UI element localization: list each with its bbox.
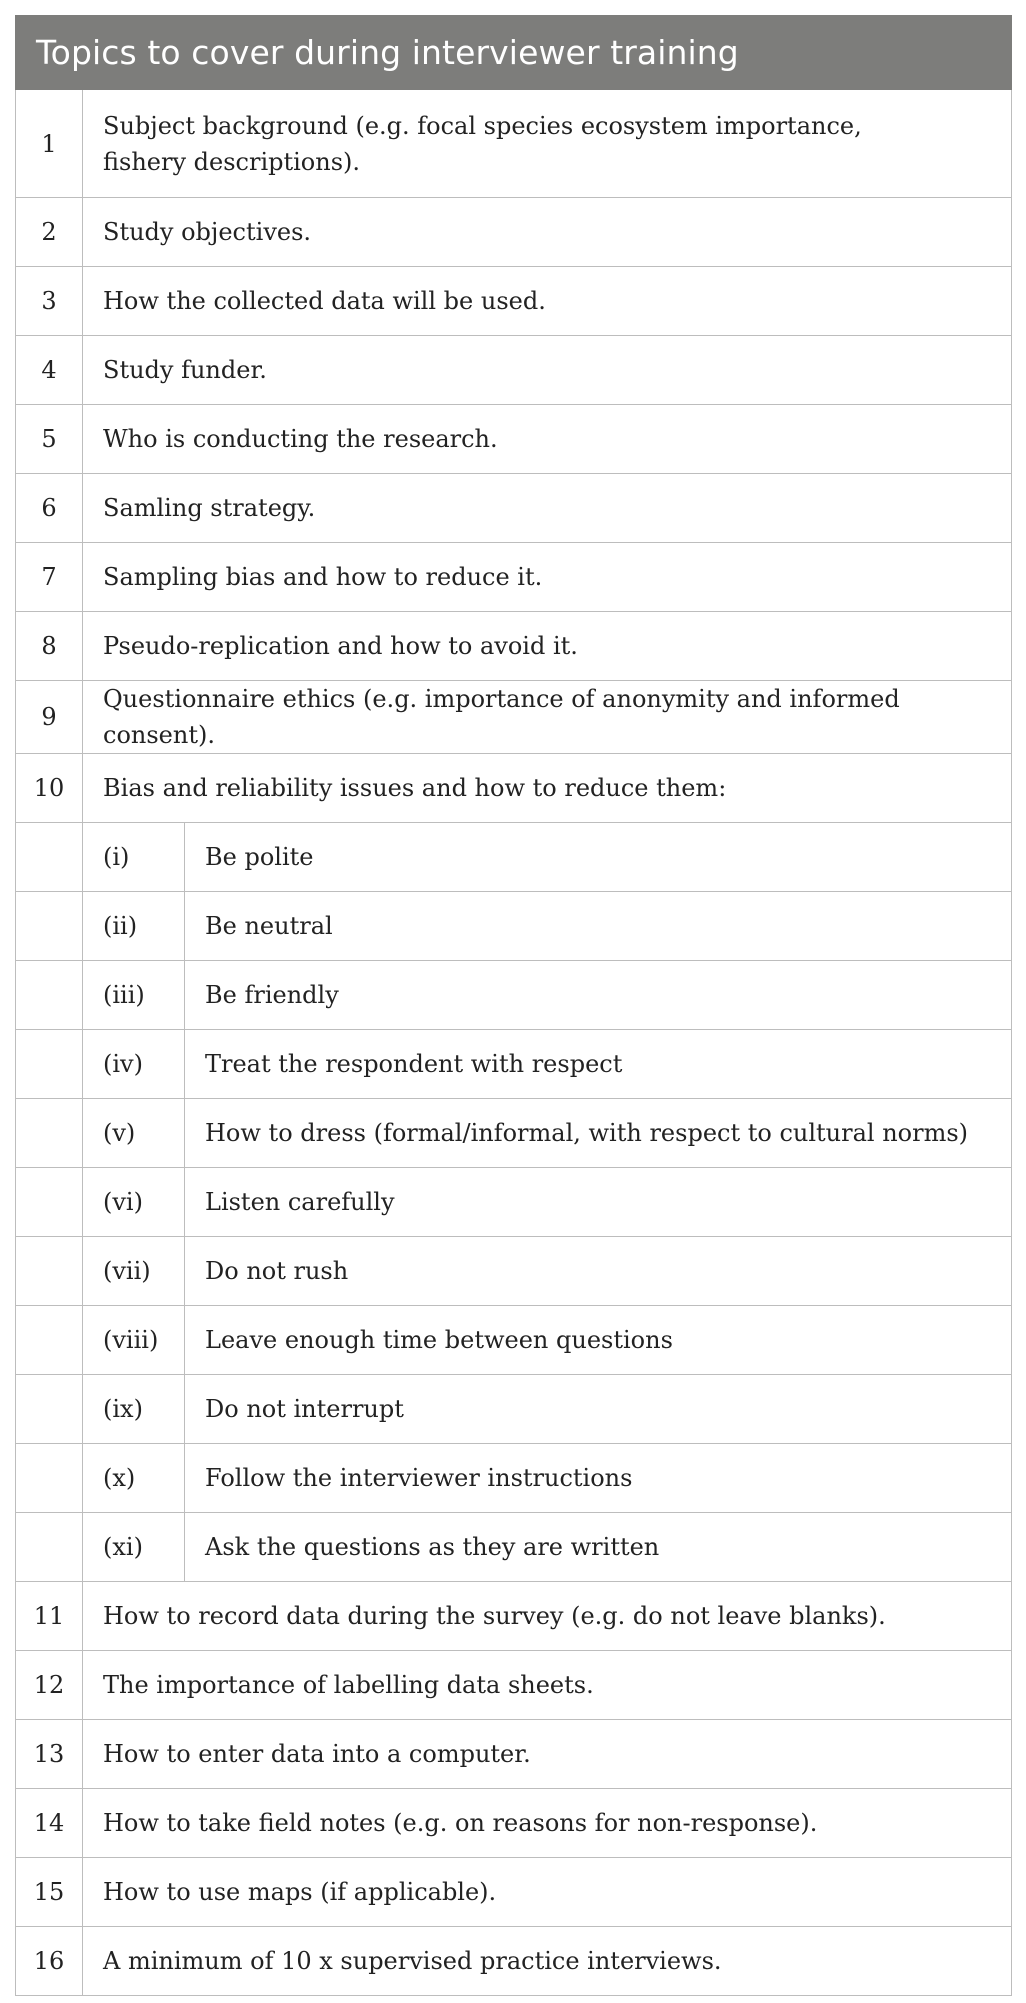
- row-text: How to enter data into a computer.: [83, 1720, 1012, 1789]
- row-number: 16: [16, 1927, 83, 1996]
- sub-item-text: Listen carefully: [185, 1168, 1012, 1237]
- topics-table-container: [15, 15, 1011, 1996]
- sub-item-label: (iii): [83, 961, 185, 1030]
- sub-item-text: Be friendly: [185, 961, 1012, 1030]
- sub-item-text: Be neutral: [185, 892, 1012, 961]
- table-row: [16, 1720, 1012, 1789]
- table-row: [16, 1582, 1012, 1651]
- row-number: 15: [16, 1858, 83, 1927]
- table-row: [16, 1858, 1012, 1927]
- row-text: A minimum of 10 x supervised practice interviews.: [83, 1927, 1012, 1996]
- row-number: 4: [16, 336, 83, 405]
- table-title-row: [16, 16, 1012, 90]
- empty-cell: [16, 823, 83, 892]
- empty-cell: [16, 1168, 83, 1237]
- row-number: 6: [16, 474, 83, 543]
- sub-item-text: Do not interrupt: [185, 1375, 1012, 1444]
- row-text: [83, 90, 1012, 198]
- sub-item-label: (x): [83, 1444, 185, 1513]
- sub-item-label: (i): [83, 823, 185, 892]
- sub-item-row: [16, 961, 1012, 1030]
- table-row: [16, 474, 1012, 543]
- sub-item-row: [16, 1375, 1012, 1444]
- row-text: How to use maps (if applicable).: [83, 1858, 1012, 1927]
- sub-item-label: (v): [83, 1099, 185, 1168]
- sub-item-label: (xi): [83, 1513, 185, 1582]
- sub-item-label: (ix): [83, 1375, 185, 1444]
- table-title: Topics to cover during interviewer training: [16, 16, 1012, 90]
- row-number: 5: [16, 405, 83, 474]
- sub-item-text: Treat the respondent with respect: [185, 1030, 1012, 1099]
- row-number: 9: [16, 681, 83, 754]
- row-number: 7: [16, 543, 83, 612]
- row-text: Samling strategy.: [83, 474, 1012, 543]
- row-text: Bias and reliability issues and how to reduce them:: [83, 754, 1012, 823]
- row-text: How to record data during the survey (e.g. do not leave blanks).: [83, 1582, 1012, 1651]
- table-row: [16, 1927, 1012, 1996]
- topics-table: [15, 15, 1012, 1996]
- sub-item-row: [16, 1099, 1012, 1168]
- table-row: [16, 90, 1012, 198]
- sub-item-row: [16, 1030, 1012, 1099]
- row-number: 2: [16, 198, 83, 267]
- table-row: [16, 681, 1012, 754]
- row-text: Sampling bias and how to reduce it.: [83, 543, 1012, 612]
- sub-item-row: [16, 1168, 1012, 1237]
- empty-cell: [16, 1375, 83, 1444]
- table-row: [16, 336, 1012, 405]
- sub-item-row: [16, 1237, 1012, 1306]
- sub-item-label: (viii): [83, 1306, 185, 1375]
- table-row: [16, 1651, 1012, 1720]
- sub-item-row: [16, 1444, 1012, 1513]
- row-text: The importance of labelling data sheets.: [83, 1651, 1012, 1720]
- empty-cell: [16, 961, 83, 1030]
- sub-item-label: (ii): [83, 892, 185, 961]
- sub-item-label: (vi): [83, 1168, 185, 1237]
- empty-cell: [16, 1444, 83, 1513]
- table-row: [16, 612, 1012, 681]
- row-text: How the collected data will be used.: [83, 267, 1012, 336]
- row-text: Questionnaire ethics (e.g. importance of anonymity and informed consent).: [83, 681, 1012, 754]
- sub-item-text: Be polite: [185, 823, 1012, 892]
- table-row: [16, 543, 1012, 612]
- sub-item-row: [16, 823, 1012, 892]
- row-text: Pseudo-replication and how to avoid it.: [83, 612, 1012, 681]
- row-text: How to take field notes (e.g. on reasons for non-response).: [83, 1789, 1012, 1858]
- row-number: 8: [16, 612, 83, 681]
- sub-item-row: [16, 1513, 1012, 1582]
- row-text: Study objectives.: [83, 198, 1012, 267]
- row-text: Study funder.: [83, 336, 1012, 405]
- row-text: Who is conducting the research.: [83, 405, 1012, 474]
- sub-item-label: (iv): [83, 1030, 185, 1099]
- empty-cell: [16, 1030, 83, 1099]
- sub-item-row: [16, 1306, 1012, 1375]
- row-number: 14: [16, 1789, 83, 1858]
- sub-item-label: (vii): [83, 1237, 185, 1306]
- row-number: 13: [16, 1720, 83, 1789]
- empty-cell: [16, 1513, 83, 1582]
- empty-cell: [16, 1099, 83, 1168]
- table-row: [16, 198, 1012, 267]
- row-number: 11: [16, 1582, 83, 1651]
- sub-item-text: Do not rush: [185, 1237, 1012, 1306]
- table-row: [16, 405, 1012, 474]
- table-row: [16, 267, 1012, 336]
- empty-cell: [16, 1306, 83, 1375]
- row-number: 12: [16, 1651, 83, 1720]
- row-number: 3: [16, 267, 83, 336]
- empty-cell: [16, 892, 83, 961]
- table-row: [16, 1789, 1012, 1858]
- sub-item-text: Leave enough time between questions: [185, 1306, 1012, 1375]
- sub-item-text: How to dress (formal/informal, with respect to cultural norms): [185, 1099, 1012, 1168]
- sub-item-text: Follow the interviewer instructions: [185, 1444, 1012, 1513]
- table-row: [16, 754, 1012, 823]
- row-text-content: Subject background (e.g. focal species ecosystem importance, fishery descriptions).: [103, 111, 862, 176]
- sub-item-text: Ask the questions as they are written: [185, 1513, 1012, 1582]
- sub-item-row: [16, 892, 1012, 961]
- row-number: 1: [16, 90, 83, 198]
- row-number: 10: [16, 754, 83, 823]
- empty-cell: [16, 1237, 83, 1306]
